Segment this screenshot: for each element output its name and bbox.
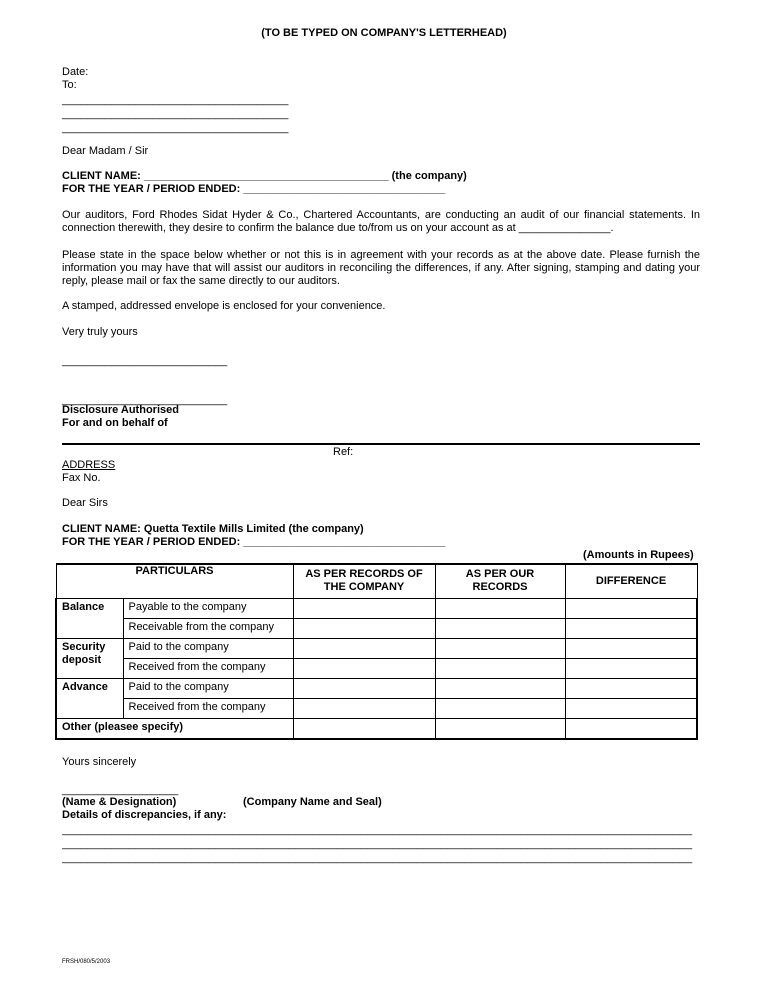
company-name-seal: (Company Name and Seal) [243,796,382,808]
reply-client-name: CLIENT NAME: Quetta Textile Mills Limited (the company) [62,523,364,535]
row-label: Payable to the company [123,599,293,619]
fax-label: Fax No. [62,472,101,484]
section-divider [62,443,700,445]
our-records-cell[interactable] [435,679,565,699]
difference-cell[interactable] [565,619,697,639]
paragraph-audit: Our auditors, Ford Rhodes Sidat Hyder & Co., Chartered Accountants, are conducting an audit of our financial statements. In connection therewith, they desire to confirm the balance due to/from us on your account as at _______________. [62,209,700,234]
yours-sincerely: Yours sincerely [62,756,137,768]
row-label: Paid to the company [123,679,293,699]
salutation: Dear Madam / Sir [62,145,149,157]
company-records-cell[interactable] [293,639,435,659]
company-records-cell[interactable] [293,619,435,639]
our-records-cell[interactable] [435,619,565,639]
table-row [56,619,697,639]
row-label: Received from the company [123,659,293,679]
signature-line: ___________________________ [62,394,228,406]
group-label-advance: Advance [56,679,123,719]
difference-cell[interactable] [565,719,697,739]
address-line: _____________________________________ [62,94,289,106]
table-row [56,659,697,679]
company-records-cell[interactable] [293,659,435,679]
row-label: Received from the company [123,699,293,719]
confirmation-table [55,563,698,740]
company-records-cell[interactable] [293,719,435,739]
to-label: To: [62,79,77,91]
our-records-cell[interactable] [435,639,565,659]
company-records-cell[interactable] [293,699,435,719]
signature-line: ___________________ [62,784,179,796]
difference-cell[interactable] [565,639,697,659]
difference-cell[interactable] [565,659,697,679]
row-label: Paid to the company [123,639,293,659]
header-particulars: PARTICULARS [56,564,293,599]
discrepancy-line: _______________________________________________________________________________________________________ [62,852,693,864]
our-records-cell[interactable] [435,699,565,719]
discrepancy-line: _______________________________________________________________________________________________________ [62,824,693,836]
discrepancies-label: Details of discrepancies, if any: [62,809,227,821]
address-heading: ADDRESS [62,459,116,471]
company-records-cell[interactable] [293,599,435,619]
on-behalf-of: For and on behalf of [62,417,168,429]
table-row [56,699,697,719]
date-label: Date: [62,66,89,78]
group-label-security-deposit: Security deposit [56,639,123,679]
header-company-records: AS PER RECORDS OF THE COMPANY [293,564,435,599]
letterhead-title: (TO BE TYPED ON COMPANY'S LETTERHEAD) [261,27,507,39]
table-row [56,639,697,659]
our-records-cell[interactable] [435,719,565,739]
signature-line: ___________________________ [62,355,228,367]
table-header-row [56,564,697,599]
ref-label: Ref: [333,446,354,458]
closing-text: Very truly yours [62,326,138,338]
difference-cell[interactable] [565,599,697,619]
table-row [56,679,697,699]
company-records-cell[interactable] [293,679,435,699]
client-name-line: CLIENT NAME: ________________________________________ (the company) [62,170,467,182]
header-difference: DIFFERENCE [565,564,697,599]
amounts-note: (Amounts in Rupees) [583,549,694,561]
period-line: FOR THE YEAR / PERIOD ENDED: _________________________________ [62,183,446,195]
address-line: _____________________________________ [62,122,289,134]
paragraph-instructions: Please state in the space below whether or not this is in agreement with your records as at the above date. Please furnish the information you may have that will assist our auditors in reconciling the differences, if any. After signing, stamping and dating your reply, please mail or fax the same directly to our auditors. [62,249,700,287]
row-label-other: Other (pleasee specify) [56,719,293,739]
address-line: _____________________________________ [62,108,289,120]
header-our-records: AS PER OUR RECORDS [435,564,565,599]
row-label: Receivable from the company [123,619,293,639]
group-label-balance: Balance [56,599,123,639]
reply-period-line: FOR THE YEAR / PERIOD ENDED: _________________________________ [62,536,446,548]
our-records-cell[interactable] [435,659,565,679]
table-row [56,719,697,739]
name-designation: (Name & Designation) [62,796,177,808]
difference-cell[interactable] [565,699,697,719]
reply-salutation: Dear Sirs [62,497,108,509]
our-records-cell[interactable] [435,599,565,619]
discrepancy-line: _______________________________________________________________________________________________________ [62,838,693,850]
paragraph-envelope: A stamped, addressed envelope is enclosed for your convenience. [62,300,386,312]
difference-cell[interactable] [565,679,697,699]
form-code: FRSH/080/5/2003 [62,959,111,965]
table-row [56,599,697,619]
disclosure-authorised: Disclosure Authorised [62,404,179,416]
